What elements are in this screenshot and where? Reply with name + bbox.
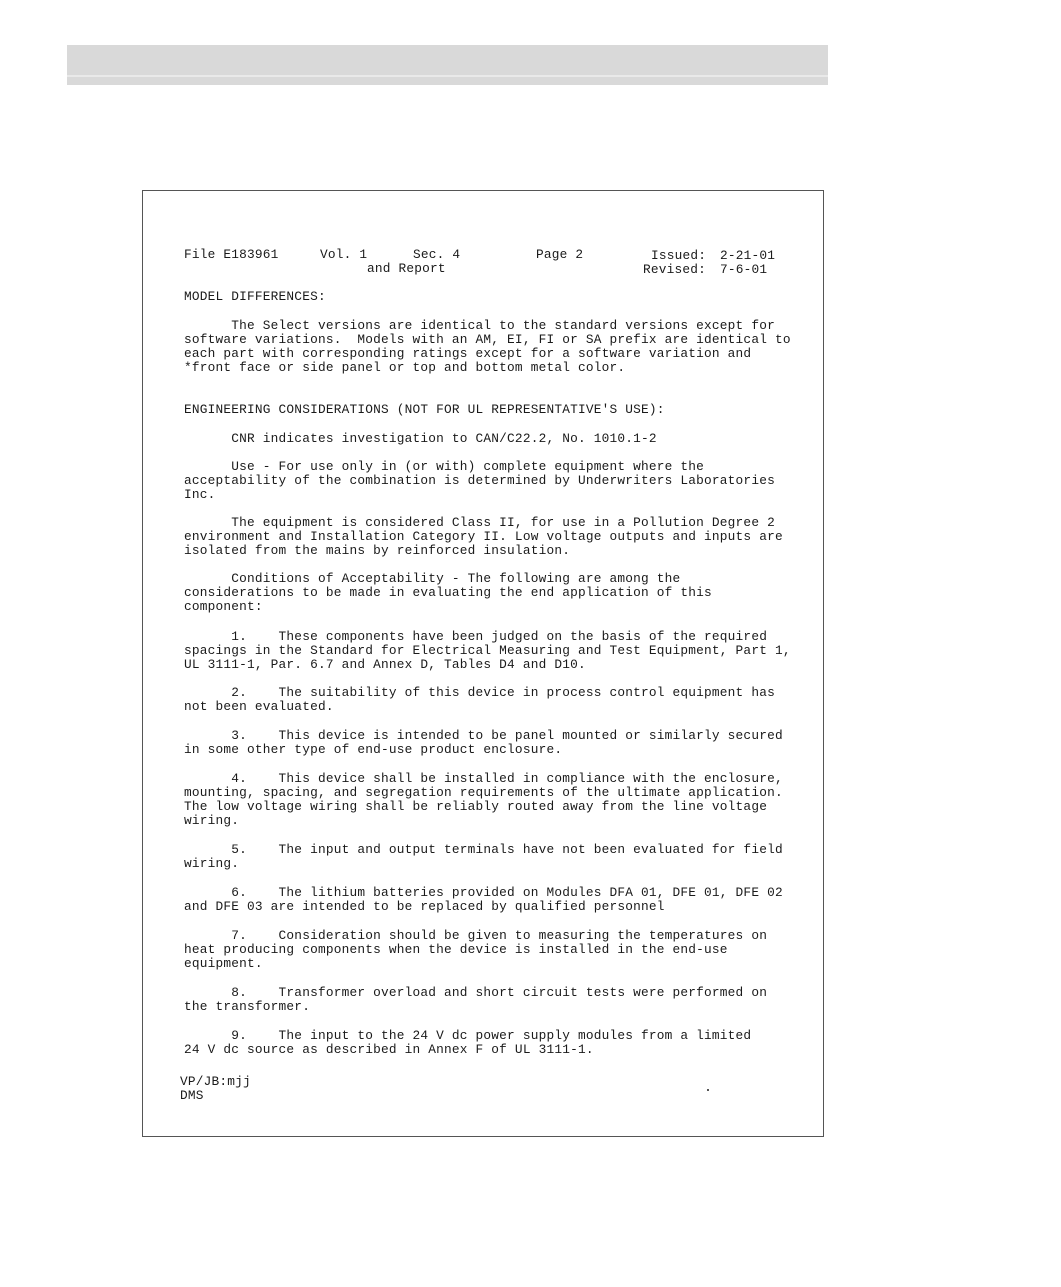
condition-line: wiring. xyxy=(184,856,240,871)
conditions-line: considerations to be made in evaluating the end application of this xyxy=(184,585,712,600)
file-number: File E183961 xyxy=(184,247,279,262)
condition-line: spacings in the Standard for Electrical Measuring and Test Equipment, Part 1, xyxy=(184,643,791,658)
issued-date: 2-21-01 xyxy=(720,248,776,263)
condition-line: heat producing components when the device is installed in the end-use xyxy=(184,942,728,957)
condition-line: 24 V dc source as described in Annex F of UL 3111-1. xyxy=(184,1042,594,1057)
condition-line: equipment. xyxy=(184,956,263,971)
engineering-title: ENGINEERING CONSIDERATIONS (NOT FOR UL REPRESENTATIVE'S USE): xyxy=(184,402,665,417)
conditions-line: component: xyxy=(184,599,263,614)
condition-item-5 xyxy=(184,843,794,871)
condition-line: 2. The suitability of this device in process control equipment has xyxy=(184,685,775,700)
model-line: The Select versions are identical to the standard versions except for xyxy=(184,318,775,333)
condition-line: wiring. xyxy=(184,813,240,828)
section: Sec. 4 xyxy=(413,247,461,262)
equipment-line: The equipment is considered Class II, for use in a Pollution Degree 2 xyxy=(184,515,775,530)
department-code: DMS xyxy=(180,1088,204,1103)
condition-line: The low voltage wiring shall be reliably routed away from the line voltage xyxy=(184,799,768,814)
condition-line: 7. Consideration should be given to measuring the temperatures on xyxy=(184,928,768,943)
condition-line: 6. The lithium batteries provided on Modules DFA 01, DFE 01, DFE 02 xyxy=(184,885,783,900)
model-differences-title: MODEL DIFFERENCES: xyxy=(184,289,326,304)
report-header xyxy=(184,248,794,278)
condition-item-2 xyxy=(184,686,794,714)
condition-line: the transformer. xyxy=(184,999,311,1014)
condition-item-6 xyxy=(184,886,794,914)
scanned-page-content xyxy=(184,248,794,278)
condition-item-9 xyxy=(184,1029,794,1057)
condition-line: 8. Transformer overload and short circuit tests were performed on xyxy=(184,985,768,1000)
document-header-bar xyxy=(67,45,828,85)
condition-item-1 xyxy=(184,630,794,672)
revised-label: Revised: xyxy=(643,262,707,277)
header-bar-rule xyxy=(67,75,828,77)
condition-line: in some other type of end-use product enclosure. xyxy=(184,742,563,757)
document-footer xyxy=(180,1075,790,1103)
issued-label: Issued: xyxy=(651,248,707,263)
condition-line: 5. The input and output terminals have not been evaluated for field xyxy=(184,842,783,857)
model-line: *front face or side panel or top and bottom metal color. xyxy=(184,360,626,375)
and-report: and Report xyxy=(367,261,446,276)
condition-line: 4. This device shall be installed in compliance with the enclosure, xyxy=(184,771,783,786)
condition-line: UL 3111-1, Par. 6.7 and Annex D, Tables D4 and D10. xyxy=(184,657,586,672)
conditions-list xyxy=(184,630,794,1057)
equipment-line: isolated from the mains by reinforced insulation. xyxy=(184,543,571,558)
equipment-line: environment and Installation Category II. Low voltage outputs and inputs are xyxy=(184,529,783,544)
initials: VP/JB:mjj xyxy=(180,1074,251,1089)
page-number: Page 2 xyxy=(536,247,584,262)
condition-line: 3. This device is intended to be panel mounted or similarly secured xyxy=(184,728,783,743)
condition-item-4 xyxy=(184,772,794,828)
condition-item-3 xyxy=(184,729,794,757)
condition-line: and DFE 03 are intended to be replaced by qualified personnel xyxy=(184,899,665,914)
condition-item-7 xyxy=(184,929,794,971)
revised-date: 7-6-01 xyxy=(720,262,768,277)
use-line: Use - For use only in (or with) complete equipment where the xyxy=(184,459,705,474)
volume: Vol. 1 xyxy=(320,247,368,262)
condition-line: 9. The input to the 24 V dc power supply modules from a limited xyxy=(184,1028,752,1043)
condition-line: not been evaluated. xyxy=(184,699,334,714)
model-line: each part with corresponding ratings except for a software variation and xyxy=(184,346,752,361)
use-line: acceptability of the combination is determined by Underwriters Laboratories xyxy=(184,473,775,488)
use-line: Inc. xyxy=(184,487,216,502)
model-line: software variations. Models with an AM, EI, FI or SA prefix are identical to xyxy=(184,332,791,347)
scan-speck xyxy=(707,1089,709,1091)
conditions-line: Conditions of Acceptability - The following are among the xyxy=(184,571,681,586)
condition-item-8 xyxy=(184,986,794,1014)
model-differences-section xyxy=(184,290,794,375)
condition-line: mounting, spacing, and segregation requirements of the ultimate application. xyxy=(184,785,783,800)
engineering-section xyxy=(184,403,794,614)
condition-line: 1. These components have been judged on the basis of the required xyxy=(184,629,768,644)
cnr-line: CNR indicates investigation to CAN/C22.2, No. 1010.1-2 xyxy=(184,431,657,446)
